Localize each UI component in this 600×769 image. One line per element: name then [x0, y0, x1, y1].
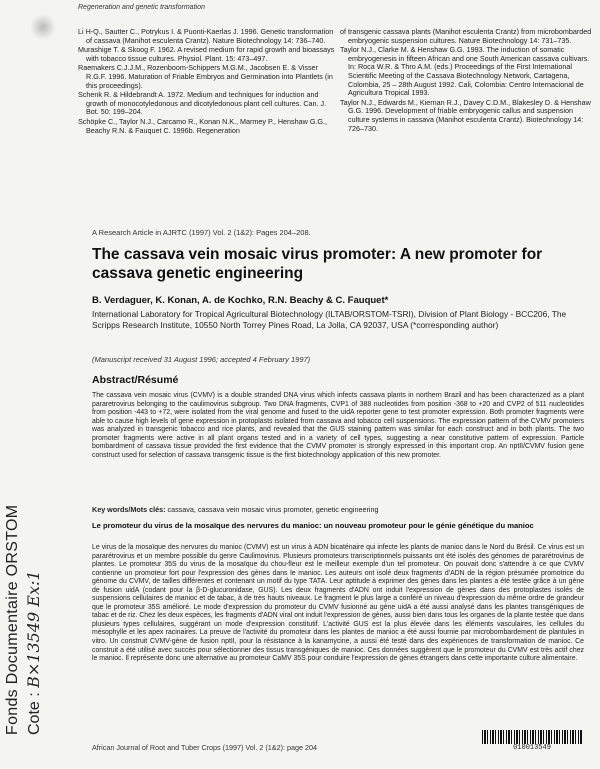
archive-stamp-line2: [24, 570, 44, 735]
article-title: The cassava vein mosaic virus promoter: A new promoter for cassava genetic engineering: [92, 246, 543, 282]
french-title: Le promoteur du virus de la mosaïque des nervures du manioc: un nouveau promoteur pour le génie génétique du manioc: [92, 521, 534, 530]
abstract-heading: Abstract/Résumé: [92, 374, 179, 386]
barcode-number: 010013549: [513, 744, 551, 752]
stamp-cote-label: Cote :: [26, 692, 43, 735]
running-head: Regeneration and genetic transformation: [78, 4, 205, 11]
keywords-line: [92, 505, 584, 514]
barcode: [482, 730, 582, 752]
abstract-text: The cassava vein mosaic virus (CVMV) is a double stranded DNA virus which infects cassava plants in northern Brazil and has been characterized as a plant pararetrovirus belonging to the caulimovirus subgroup. Two DNA fragments, CVP1 of 388 nucleotides from position -368 to +20 and CVP2 of 511 nucleotides from position -443 to +72, were isolated from the viral genome and fused to the uidA reporter gene to test promoter expression. Both promoter fragments were able to cause high levels of gene expression in protoplasts isolated from cassava and tobacco cell suspensions. The expression pattern of the CVMV promoters was analyzed in transgenic tobacco and rice plants, and revealed that the GUS staining pattern was similar for each construct and in both plants. The two promoter fragments were active in all plant organs tested and in a variety of cell types, suggesting a near constitutive pattern of expression. Particle bombardment of cassava tissue provided the first evidence that the CVMV promoter is strongly expressed in this important crop. An nptII/CVMV fusion gene construct used for selection of cassava transgenic tissue is the first biotechnology application of this new promoter.: [92, 392, 584, 459]
stamp-cote-value: B×13549 Ex:1: [24, 570, 43, 688]
references-left-column: [78, 28, 336, 136]
reference-item: Raemakers C.J.J.M., Rozenboom-Schippers M.G.M., Jacobsen E. & Visser R.G.F. 1996. Maturation of Friable Embryos and Germination into Plantlets (in this proceedings).: [78, 63, 333, 90]
manuscript-dates: (Manuscript received 31 August 1996; accepted 4 February 1997): [92, 355, 311, 364]
article-authors: B. Verdaguer, K. Konan, A. de Kochko, R.N. Beachy & C. Fauquet*: [92, 295, 389, 306]
reference-item: Schenk R. & Hildebrandt A. 1972. Medium and techniques for induction and growth of monocotyledonous and dicotyledonous plant cell cultures. Can. J. Bot. 50: 199–204.: [78, 90, 327, 117]
keywords-label: Key words/Mots clés:: [92, 505, 166, 514]
reference-item: Taylor N.J., Clarke M. & Henshaw G.G. 1993. The induction of somatic embryogenesis in fifteen African and one South American cassava cultivars. In: Roca W.R. & Thro A.M. (eds.) Proceedings of the First International Scientific Meeting of the Cassava Biotechnology Network, Cartagena, Colombia, 25 – 28th August 1992. Cali, Colombia: Centro Internacional de Agricultura Tropical 1993.: [340, 45, 590, 98]
author-affiliation: International Laboratory for Tropical Agricultural Biotechnology (ILTAB/ORSTOM-TSRI), Division of Plant Biology - BCC206, The Scripps Research Institute, 10550 North Torrey Pines Road, La Jolla, CA 92037, USA (*corresponding author): [92, 309, 567, 330]
archive-stamp-line1: Fonds Documentaire ORSTOM: [4, 504, 21, 735]
barcode-bars: [482, 730, 582, 744]
reference-item: of transgenic cassava plants (Manihot esculenta Crantz) from microbombarded embryogenic suspension cultures. Nature Biotechnology 14: 731–735.: [340, 27, 592, 45]
reference-item: Murashige T. & Skoog F. 1962. A revised medium for rapid growth and bioassays with tobacco tissue cultures. Physiol. Plant. 15: 473–497.: [78, 45, 335, 63]
french-abstract-text: Le virus de la mosaïque des nervures du manioc (CVMV) est un virus à ADN bicaténaire qui infecte les plants de manioc dans le Nord du Brésil. Ce virus est un pararétrovirus et un membre possible du genre Caulimovirus. Plusieurs promoteurs transcriptionnels puissants ont été isolés des génomes de pararétrovirus de plantes. Le promoteur 35S du virus de la mosaïque du chou-fleur est le meilleur exemple d'un tel promoteur. On pouvait donc s'attendre à ce que CVMV contienne un promoteur fort pour l'expression des gènes dans le manioc. Les auteurs ont isolé deux fragments d'ADN de la région présumée promotrice du génome du CVMV, de tailles différentes et contenant un motif du type TATA. Leur aptitude à exprimer des gènes dans les plantes a été testée grâce à un gène de fusion uidA (codant pour la β-D-glucuronidase, GUS). Les deux fragments d'ADN ont induit l'expression de gènes dans des protoplastes isolés de suspensions cellulaires de manioc et de tabac, à de très hauts niveaux. Le fragment le plus large a conféré un niveau d'expression du même ordre de grandeur que le promoteur 35S amélioré. Le mode d'expression du promoteur du CVMV fusionné au gène uidA a été aussi analysé dans les plantes transgéniques de tabac et de riz. Chez les deux espèces, les fragments d'ADN viral ont induit l'expression de gènes, aussi bien dans tous les organes de la plante testée que dans plusieurs types cellulaires, suggérant un mode d'expression constitutif. L'activité GUS est la plus élevée dans les éléments vasculaires, les cellules du mésophylle et les apex racinaires. La preuve de l'activité du promoteur dans les plantes de manioc a été aussi fournie par microbombardement de plantules in vitro. Un construit CVMV-gène de fusion nptII, pour la résistance à la kanamycine, a aussi été testé dans des expériences de transformation de manioc. Ce construit a été utilisé avec succès pour sélectionner des tissus transgéniques de manioc. Ces données suggèrent que le promoteur du CVMV est très actif chez le manioc. Il représente donc une alternative au promoteur CaMV 35S pour conduire l'expression de gènes étrangers dans cette importante culture alimentaire.: [92, 544, 584, 663]
journal-footer: African Journal of Root and Tuber Crops (1997) Vol. 2 (1&2): page 204: [92, 743, 317, 752]
reference-item: Taylor N.J., Edwards M., Kiernan R.J., Davey C.D.M., Blakesley D. & Henshaw G.G. 1996. Development of friable embryogenic callus and suspension culture systems in cassava (Manihot esculenta Crantz). Biotechnology 14: 726–730.: [340, 97, 591, 133]
article-source-note: A Research Article in AJRTC (1997) Vol. 2 (1&2): Pages 204–208.: [92, 228, 311, 237]
references-right-column: [340, 28, 592, 134]
keywords-value: cassava, cassava vein mosaic virus promoter, genetic engineering: [167, 505, 379, 514]
reference-item: Schöpke C., Taylor N.J., Carcamo R., Konan N.K., Marmey P., Henshaw G.G., Beachy R.N. & Fauquet C. 1996b. Regeneration: [78, 116, 327, 135]
scan-speck: [30, 14, 56, 40]
reference-item: Li H-Q., Sautter C., Potrykus I. & Puonti-Kaerlas J. 1996. Genetic transformation of cassava (Manihot esculenta Crantz). Nature Biotechnology 14: 736–740.: [78, 27, 334, 45]
